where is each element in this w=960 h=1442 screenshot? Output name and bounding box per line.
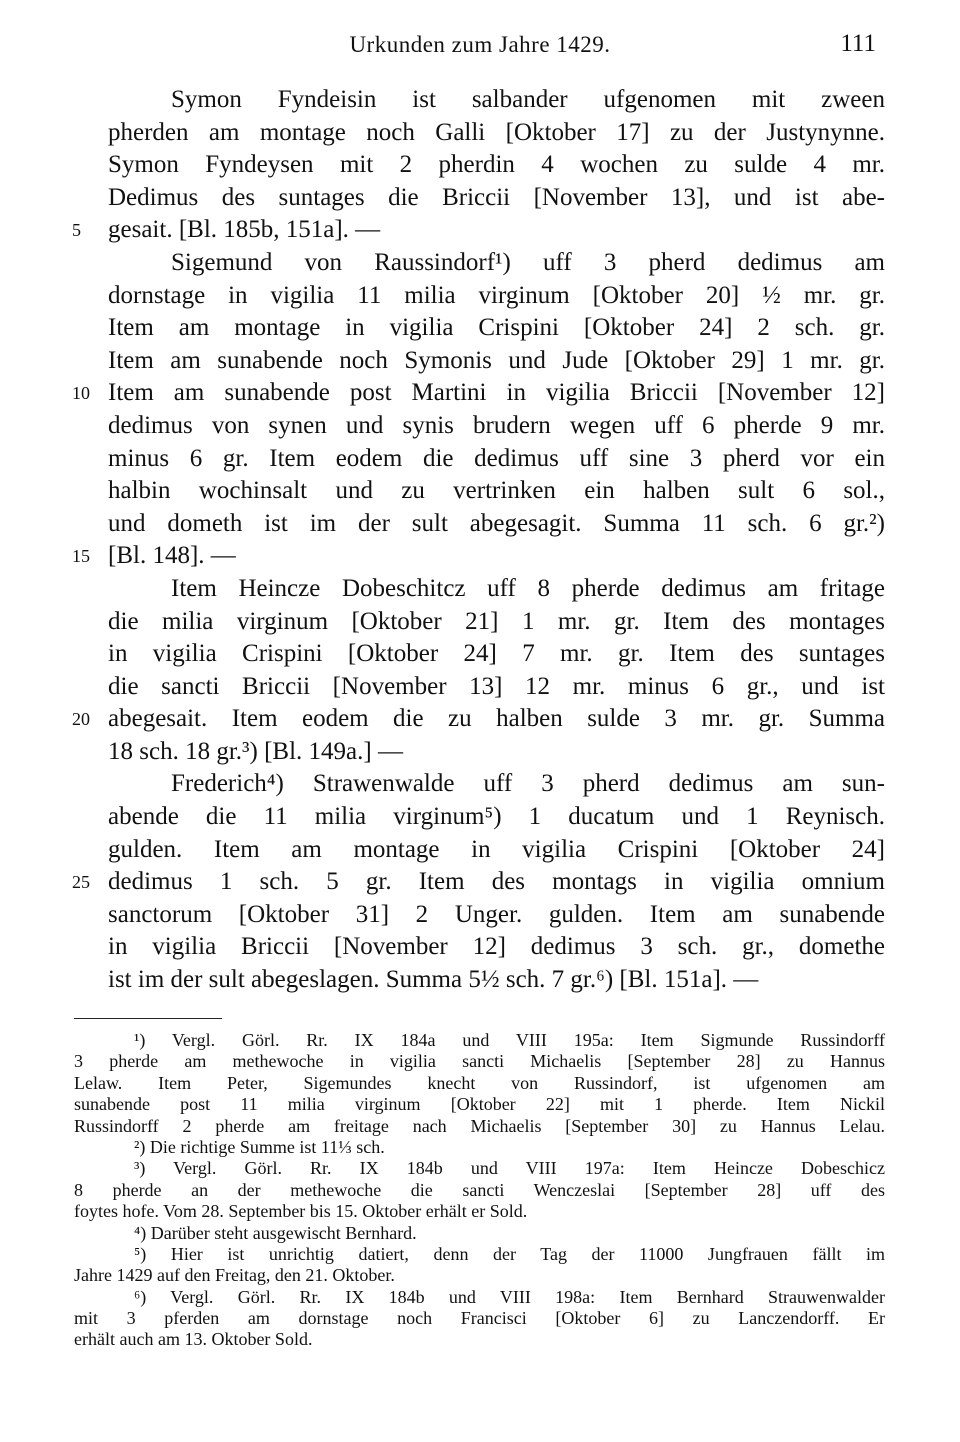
text-line-content: 18 sch. 18 gr.³) [Bl. 149a.] — xyxy=(108,737,403,765)
text-line-content: abende die 11 milia virginum⁵) 1 ducatum und 1 Reynisch. xyxy=(108,803,885,831)
line-number: 25 xyxy=(72,872,90,893)
line-number: 20 xyxy=(72,709,90,730)
text-line-content: dedimus von synen und synis brudern wegen uff 6 pherde 9 mr. xyxy=(108,411,885,439)
footnote-divider xyxy=(74,1018,222,1019)
text-line xyxy=(72,540,885,573)
footnote-line: 3 pherde am methewoche in vigilia sancti Michaelis [September 28] zu Hannus xyxy=(74,1051,885,1072)
text-line xyxy=(108,182,885,215)
line-number: 15 xyxy=(72,546,90,567)
text-line xyxy=(108,606,885,639)
text-line-content: pherden am montage noch Galli [Oktober 17] zu der Justynynne. xyxy=(108,118,885,146)
text-line xyxy=(108,671,885,704)
footnote-line: Lelaw. Item Peter, Sigemundes knecht von Russindorf, ist ufgenomen am xyxy=(74,1072,885,1093)
main-text xyxy=(72,84,885,997)
text-line xyxy=(108,345,885,378)
footnote-line: ⁵) Hier ist unrichtig datiert, denn der Tag der 11000 Jungfrauen fällt im xyxy=(134,1243,885,1264)
text-line xyxy=(108,117,885,150)
text-line-content: Frederich⁴) Strawenwalde uff 3 pherd dedimus am sun- xyxy=(171,770,885,798)
text-line-content: und dometh ist im der sult abegesagit. Summa 11 sch. 6 gr.²) xyxy=(108,509,885,537)
text-line xyxy=(108,410,885,443)
text-line xyxy=(108,443,885,476)
footnote-line: sunabende post 11 milia virginum [Oktober 22] mit 1 pherde. Item Nickil xyxy=(74,1094,885,1115)
text-line-content: minus 6 gr. Item eodem die dedimus uff sine 3 pherd vor ein xyxy=(108,444,885,472)
text-line xyxy=(108,801,885,834)
text-line xyxy=(108,312,885,345)
footnote-line: ⁶) Vergl. Görl. Rr. IX 184b und VIII 198a: Item Bernhard Strauwenwalder xyxy=(134,1286,885,1307)
text-line-content: Item am montage in vigilia Crispini [Oktober 24] 2 sch. gr. xyxy=(108,314,885,342)
text-line-content: gulden. Item am montage in vigilia Crispini [Oktober 24] xyxy=(108,835,885,863)
footnote-line: 8 pherde an der methewoche die sancti Wenczeslai [September 28] uff des xyxy=(74,1179,885,1200)
text-line xyxy=(108,508,885,541)
text-line-content: Item Heincze Dobeschitcz uff 8 pherde dedimus am fritage xyxy=(171,574,885,602)
footnote-line: ³) Vergl. Görl. Rr. IX 184b und VIII 197a: Item Heincze Dobeschicz xyxy=(134,1158,885,1179)
footnote-line: foytes hofe. Vom 28. September bis 15. Oktober erhält er Sold. xyxy=(74,1201,528,1222)
text-line-content: Sigemund von Raussindorf¹) uff 3 pherd dedimus am xyxy=(171,248,885,276)
text-line xyxy=(108,280,885,313)
text-line xyxy=(108,768,885,801)
text-line-content: die sancti Briccii [November 13] 12 mr. minus 6 gr., und ist xyxy=(108,672,885,700)
text-line-content: Symon Fyndeisin ist salbander ufgenomen mit zween xyxy=(171,86,885,113)
text-line-content: gesait. [Bl. 185b, 151a]. — xyxy=(108,216,381,244)
text-line-content: Dedimus des suntages die Briccii [November 13], und ist abe- xyxy=(108,183,885,211)
text-line-content: halbin wochinsalt und zu vertrinken ein halben sult 6 sol., xyxy=(108,477,885,505)
text-line-content: Item am sunabende post Martini in vigilia Briccii [November 12] xyxy=(108,379,885,407)
text-line-content: die milia virginum [Oktober 21] 1 mr. gr. Item des montages xyxy=(108,607,885,635)
footnote-line: mit 3 pferden am dornstage noch Francisci [Oktober 6] zu Lanczendorff. Er xyxy=(74,1308,885,1329)
text-line-content: sanctorum [Oktober 31] 2 Unger. gulden. Item am sunabende xyxy=(108,900,885,928)
text-line xyxy=(72,214,885,247)
running-title: Urkunden zum Jahre 1429. xyxy=(349,32,611,57)
text-line xyxy=(108,899,885,932)
text-line xyxy=(72,377,885,410)
text-line xyxy=(72,703,885,736)
text-line xyxy=(108,638,885,671)
text-line-content: [Bl. 148]. — xyxy=(108,542,236,570)
text-line xyxy=(108,247,885,280)
text-line xyxy=(108,964,885,997)
text-line xyxy=(108,149,885,182)
footnote-line: Russindorff 2 pherde am freitage nach Michaelis [September 30] zu Hannus Lelau. xyxy=(74,1115,885,1136)
text-line-content: Symon Fyndeysen mit 2 pherdin 4 wochen zu sulde 4 mr. xyxy=(108,151,885,179)
text-line-content: abegesait. Item eodem die zu halben sulde 3 mr. gr. Summa xyxy=(108,705,885,733)
page-number: 111 xyxy=(840,30,876,57)
text-line-content: in vigilia Crispini [Oktober 24] 7 mr. gr. Item des suntages xyxy=(108,640,885,668)
text-line xyxy=(108,475,885,508)
footnote-line: ¹) Vergl. Görl. Rr. IX 184a und VIII 195a: Item Sigmunde Russindorff xyxy=(134,1030,885,1050)
text-line xyxy=(108,573,885,606)
text-line-content: dedimus 1 sch. 5 gr. Item des montags in vigilia omnium xyxy=(108,868,885,896)
line-number: 5 xyxy=(72,220,81,241)
text-line xyxy=(72,866,885,899)
text-line xyxy=(108,834,885,867)
text-line-content: dornstage in vigilia 11 milia virginum [Oktober 20] ½ mr. gr. xyxy=(108,281,885,309)
text-line xyxy=(108,736,885,769)
footnote-line: ⁴) Darüber steht ausgewischt Bernhard. xyxy=(134,1222,417,1243)
footnote-line: erhält auch am 13. Oktober Sold. xyxy=(74,1329,313,1350)
footnotes xyxy=(74,1030,885,1351)
text-line xyxy=(108,931,885,964)
line-number: 10 xyxy=(72,383,90,404)
text-line-content: ist im der sult abegeslagen. Summa 5½ sch. 7 gr.⁶) [Bl. 151a]. — xyxy=(108,966,759,994)
text-line xyxy=(108,84,885,117)
text-line-content: Item am sunabende noch Symonis und Jude [Oktober 29] 1 mr. gr. xyxy=(108,346,885,374)
text-line-content: in vigilia Briccii [November 12] dedimus 3 sch. gr., domethe xyxy=(108,933,885,961)
footnote-line: Jahre 1429 auf den Freitag, den 21. Oktober. xyxy=(74,1265,395,1286)
footnote-line: ²) Die richtige Summe ist 11⅓ sch. xyxy=(134,1136,385,1157)
